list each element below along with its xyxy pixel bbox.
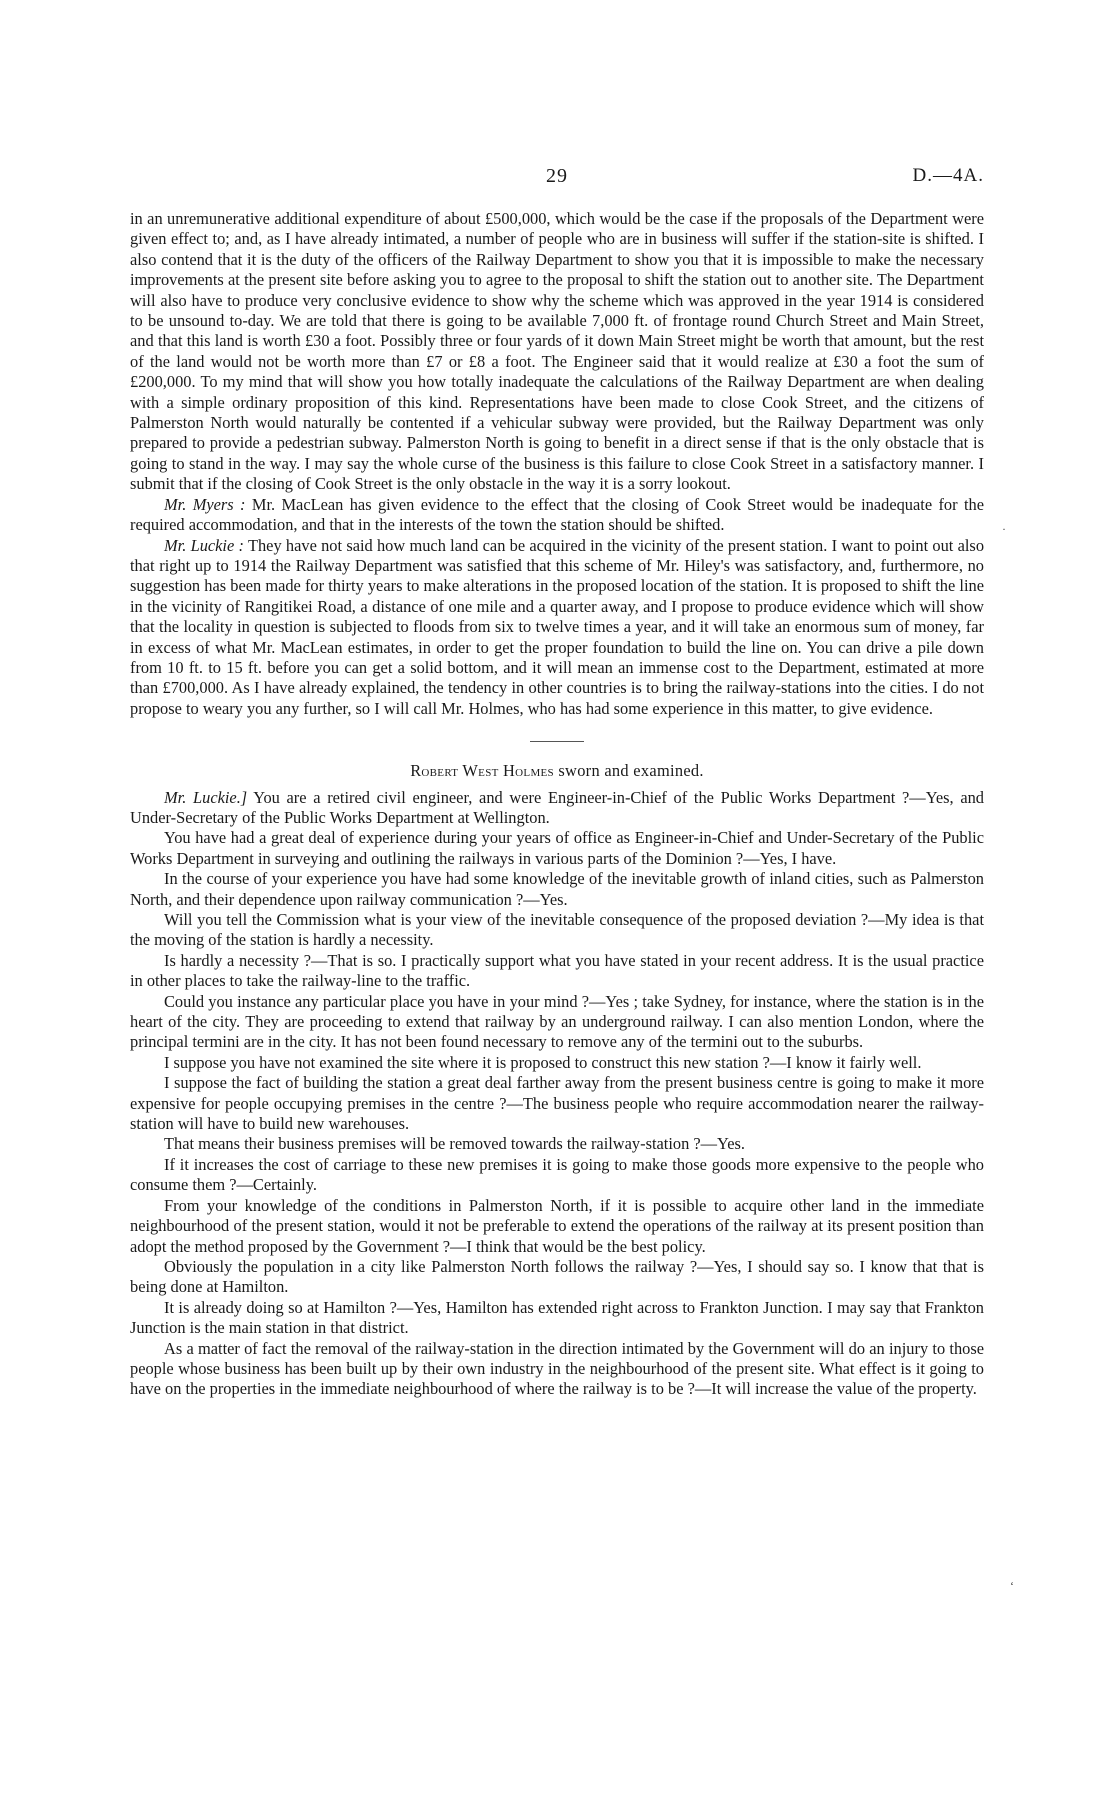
speaker-label: Mr. Myers : <box>164 494 246 514</box>
qa-item: Will you tell the Commission what is your view of the inevitable consequence of the proposed deviation ?—My idea is that the moving of the station is hardly a necessity. <box>130 910 984 950</box>
page-body <box>130 209 984 1400</box>
qa-item: Could you instance any particular place you have in your mind ?—Yes ; take Sydney, for instance, where the station is in the heart of the city. They are proceeding to extend that railway by an underground railway. I can also mention London, where the principal termini are in the city. It has not been found necessary to remove any of the termini out to the suburbs. <box>130 991 984 1052</box>
qa-item: If it increases the cost of carriage to these new premises it is going to make those goods more expensive to the people who consume them ?—Certainly. <box>130 1154 984 1195</box>
page-header <box>130 165 984 193</box>
margin-mark: · <box>1002 522 1006 536</box>
paragraph-continued: in an unremunerative additional expenditure of about £500,000, which would be the case if the proposals of the Department were given effect to; and, as I have already intimated, a number of people who are in business will suffer if the station-site is shifted. I also contend that it is the duty of the officers of the Railway Department to show you that it is impossible to make the necessary improvements at the present site before asking you to agree to the proposal to shift the station out to another site. The Department will also have to produce very conclusive evidence to show why the scheme which was approved in the year 1914 is considered to be unsound to-day. We are told that there is going to be available 7,000 ft. of frontage round Church Street and Main Street, and that this land is worth £30 a foot. Possibly three or four yards of it down Main Street might be worth that amount, but the rest of the land would not be worth more than £7 or £8 a foot. The Engineer said that it would realize at £30 a foot the sum of £200,000. To my mind that will show you how totally inadequate the calculations of the Railway Department are when dealing with a simple ordinary proposition of this kind. Representations have been made to close Cook Street, and the citizens of Palmerston North would naturally be contented if a vehicular subway were provided, but the Railway Department was only prepared to provide a pedestrian subway. Palmerston North is going to benefit in a direct sense if that is the only obstacle that is going to stand in the way. I may say the whole curse of the business is this failure to close Cook Street in a satisfactory manner. I submit that if the closing of Cook Street is the only obstacle in the way it is a sorry lookout. <box>130 209 984 494</box>
qa-item: You have had a great deal of experience during your years of office as Engineer-in-Chief and Under-Secretary of the Public Works Department in surveying and outlining the railways in various parts of the Dominion ?—Yes, I have. <box>130 828 984 868</box>
qa-item: As a matter of fact the removal of the railway-station in the direction intimated by the Government will do an injury to those people whose business has been built up by their own industry in the neighbourhood of the present site. What effect is it going to have on the properties in the immediate neighbourhood of where the railway is to be ?—It will increase the value of the property. <box>130 1338 984 1399</box>
qa-item: I suppose the fact of building the station a great deal farther away from the present business centre is going to make it more expensive for people occupying premises in the centre ?—The business people who require accommodation nearer the railway-station will have to build new warehouses. <box>130 1073 984 1134</box>
witness-name: Robert West Holmes <box>410 761 554 781</box>
margin-mark: ‘ <box>1010 1579 1014 1593</box>
qa-item: Is hardly a necessity ?—That is so. I practically support what you have stated in your recent address. It is the usual practice in other places to take the railway-line to the traffic. <box>130 950 984 991</box>
qa-item: In the course of your experience you have had some knowledge of the inevitable growth of inland cities, such as Palmerston North, and their dependence upon railway communication ?—Yes. <box>130 869 984 909</box>
witness-status: sworn and examined. <box>558 761 704 781</box>
speaker-label: Mr. Luckie.] <box>164 787 248 807</box>
speaker-label: Mr. Luckie : <box>164 535 244 555</box>
page-number: 29 <box>546 165 568 187</box>
qa-item: It is already doing so at Hamilton ?—Yes, Hamilton has extended right across to Frankton Junction. I may say that Frankton Junction is the main station in that district. <box>130 1297 984 1338</box>
paragraph-luckie <box>130 536 984 720</box>
witness-heading <box>130 761 984 781</box>
qa-item: Obviously the population in a city like Palmerston North follows the railway ?—Yes, I should say so. I know that that is being done at Hamilton. <box>130 1256 984 1297</box>
qa-item: That means their business premises will be removed towards the railway-station ?—Yes. <box>164 1134 745 1154</box>
qa-item <box>130 788 984 829</box>
qa-item: From your knowledge of the conditions in Palmerston North, if it is possible to acquire other land in the immediate neighbourhood of the present station, would it not be preferable to extend the operations of the railway at its present position than adopt the method proposed by the Government ?—I think that would be the best policy. <box>130 1195 984 1256</box>
qa-item: I suppose you have not examined the site where it is proposed to construct this new station ?—I know it fairly well. <box>164 1052 922 1072</box>
document-reference: D.—4A. <box>912 165 984 186</box>
section-divider <box>530 741 584 742</box>
qa-text: You are a retired civil engineer, and were Engineer-in-Chief of the Public Works Department ?—Yes, and Under-Secretary of the Public Works Department at Wellington. <box>130 787 984 827</box>
paragraph-myers <box>130 495 984 536</box>
paragraph-text: They have not said how much land can be acquired in the vicinity of the present station. I want to point out also that right up to 1914 the Railway Department was satisfied that this scheme of Mr. Hiley's was satisfactory, and, furthermore, no suggestion has been made for thirty years to make alterations in the proposed location of the station. It is proposed to shift the line in the vicinity of Rangitikei Road, a distance of one mile and a quarter away, and I propose to produce evidence which will show that the locality in question is subjected to floods from six to twelve times a year, and it will take an enormous sum of money, far in excess of what Mr. MacLean estimates, in order to get the proper foundation to build the line on. You can drive a pile down from 10 ft. to 15 ft. before you can get a solid bottom, and it will mean an immense cost to the Department, estimated at more than £700,000. As I have already explained, the tendency in other countries is to bring the railway-stations into the cities. I do not propose to weary you any further, so I will call Mr. Holmes, who has had some experience in this matter, to give evidence. <box>130 535 985 718</box>
paragraph-text: Mr. MacLean has given evidence to the effect that the closing of Cook Street would be inadequate for the required accommodation, and that in the interests of the town the station should be shifted. <box>130 494 984 535</box>
